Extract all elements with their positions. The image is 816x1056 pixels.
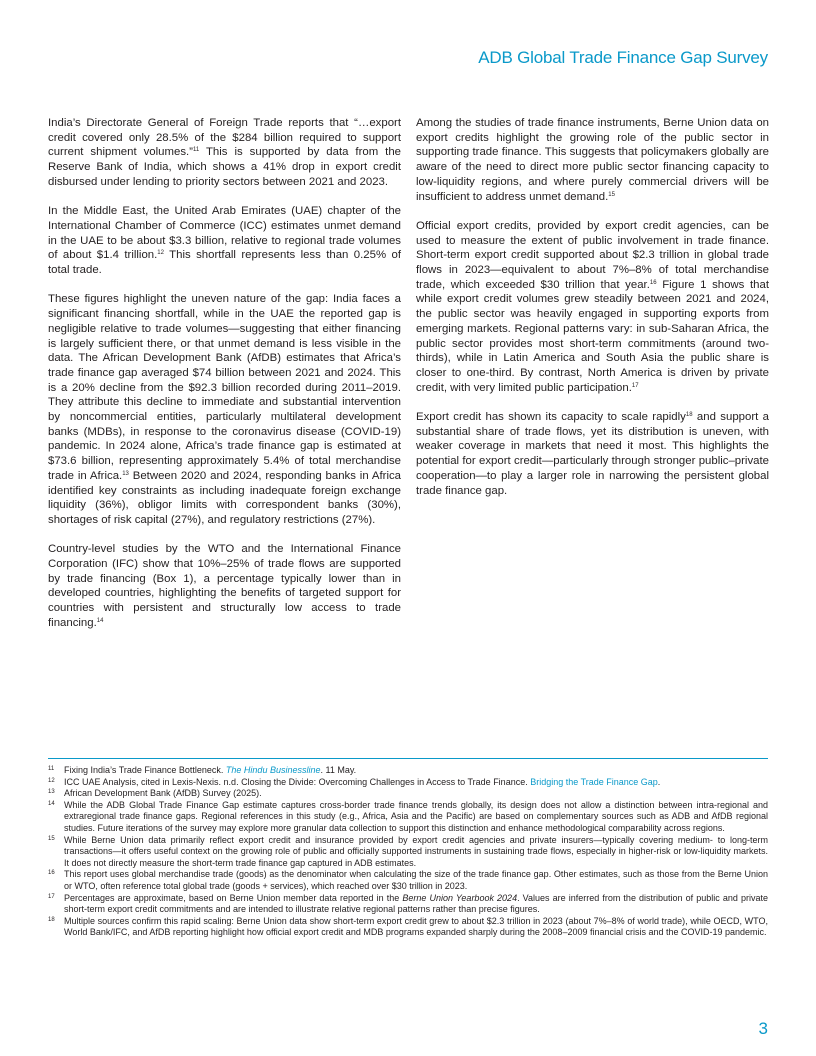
footnote-16: 16 This report uses global merchandise trade (goods) as the denominator when calculating the size of the trade finance gap. Other estimates, such as those from the Berne Union or WTO, often reference total global trade (goods + services), which reached over $30 trillion in 2023. — [48, 869, 768, 891]
footnote-15: 15 While Berne Union data primarily reflect export credit and insurance provided by export credit agencies and private insurers—typically covering medium- to long-term transactions—it offers useful context on the growing role of public and officially supported instruments in sustaining trade flows, especially in higher-risk or low-liquidity markets. It does not directly measure the short-term trade finance gap captured in ADB estimates. — [48, 834, 768, 868]
footnote-ref-17[interactable]: 17 — [631, 382, 639, 389]
footnote-13: 13 African Development Bank (AfDB) Survey (2025). — [48, 788, 262, 799]
page-number: 3 — [758, 1019, 768, 1038]
right-column — [416, 116, 769, 513]
paragraph-country-studies: Country-level studies by the WTO and the International Finance Corporation (IFC) show that 10%–25% of trade flows are supported by trade financing (Box 1), a percentage typically lower than in developed countries, highlighting the benefits of targeted support for countries with persistent and structurally low access to trade financing.$^{14}$ — [48, 543, 401, 629]
footnote-11: 11 Fixing India’s Trade Finance Bottleneck. The Hindu Businessline. 11 May. — [48, 765, 357, 775]
footnote-ref-18[interactable]: 18 — [685, 412, 693, 419]
running-header: ADB Global Trade Finance Gap Survey — [478, 48, 768, 67]
footnote-ref-12[interactable]: 12 — [157, 250, 164, 257]
hindu-businessline-link[interactable]: The Hindu Businessline — [225, 765, 321, 775]
paragraph-africa: These figures highlight the uneven nature of the gap: India faces a significant financing shortfall, while in the UAE the reported gap is negligible relative to trade volumes—suggesting that either financing is largely sufficient there, or that unmet demand is less visible in the data. The African Development Bank (AfDB) estimates that Africa’s trade finance gap averaged $74 billion between 2021 and 2024. This is a 20% decline from the $92.3 billion recorded during 2011–2019. They attribute this decline to immediate and substantial intervention by noncommercial entities, particularly multilateral development banks (MDBs), in response to the coronavirus disease (COVID-19) pandemic. In 2024 alone, Africa’s trade finance gap is estimated at $73.6 billion, representing approximately 5.4% of total merchandise trade in Africa.$^{13}$ Between 2020 and 2024, responding banks in Africa identified key constraints as including inadequate foreign exchange liquidity (36%), obligor limits with correspondent banks (30%), shortages of risk capital (27%), and regulatory restrictions (27%). — [48, 293, 402, 526]
paragraph-official-export-credits: Official export credits, provided by export credit agencies, can be used to measure the extent of public involvement in trade finance. Short-term export credit supported about $2.3 trillion in global trade flows in 2023—equivalent to about 7%–8% of total merchandise trade, which exceeded $30 trillion that year.$^{16}$ Figure 1 shows that while export credit volumes grew steadily between 2021 and 2024, the public sector was heavily engaged in supporting exports from emerging markets. Regional patterns vary: in sub-Saharan Africa, the public sector provides most short-term commitments (around two-thirds), while in Latin America and South Asia the public share is closer to one-third. By contrast, North America is driven by private credit, with very limited public participation.$^{17}$ — [416, 219, 769, 394]
paragraph-middle-east: In the Middle East, the United Arab Emirates (UAE) chapter of the International Chamber of Commerce (ICC) estimates unmet demand in the UAE to be about $3.3 billion, relative to regional trade volumes of about $1.4 trillion.$^{12}$ This shortfall represents less than 0.25% of total trade. — [48, 205, 401, 277]
left-column — [48, 116, 401, 645]
footnote-ref-16[interactable]: 16 — [649, 279, 657, 286]
footnote-12: 12 ICC UAE Analysis, cited in Lexis-Nexis. n.d. Closing the Divide: Overcoming Challenges in Access to Trade Finance. Bridging the Trade Finance Gap. — [48, 776, 661, 787]
footnote-18: 18 Multiple sources confirm this rapid scaling: Berne Union data show short-term export credit grew to about $2.3 trillion in 2023 (about 7%–8% of world trade), while OECD, WTO, World Bank/IFC, and AfDB reporting highlight how official export credit and MDB programs expanded sharply during the 2008–2009 financial crisis and the COVID-19 pandemic. — [48, 915, 768, 938]
footnotes — [48, 765, 768, 939]
bridging-gap-link[interactable]: Bridging the Trade Finance Gap — [530, 776, 658, 787]
paragraph-export-credit-scale: Export credit has shown its capacity to scale rapidly$^{18}$ and support a substantial share of trade flows, yet its distribution is uneven, with weaker coverage in markets that need it most. This highlights the potential for export credit—particularly through stronger public–private cooperation—to play a larger role in narrowing the persistent global trade finance gap. — [416, 411, 769, 497]
paragraph-india: India’s Directorate General of Foreign Trade reports that “…export credit covered only 28.5% of the $284 billion required to support current shipment volumes.”$^{11}$ This is supported by data from the Reserve Bank of India, which shows a 41% drop in export credit disbursed under lending to priority sectors between 2021 and 2023. — [48, 117, 402, 188]
footnote-ref-15[interactable]: 15 — [608, 191, 615, 198]
footnote-divider — [48, 758, 768, 759]
footnote-14: 14 While the ADB Global Trade Finance Gap estimate captures cross-border trade finance trends globally, its design does not allow a distinction between intra-regional and extraregional trade finance gaps. Regional references in this study (e.g., Africa, Asia and the Pacific) are based on complementary sources such as ADB and AfDB regional studies. Future iterations of the survey may explore more granular data collection to support this distinction and enhance methodological comparability across regions. — [48, 799, 768, 833]
footnote-17: 17 Percentages are approximate, based on Berne Union member data reported in the Berne Union Yearbook 2024. Values are inferred from the distribution of public and private short-term export credit commitments and are intended to illustrate relative regional patterns rather than precise figures. — [48, 892, 769, 915]
paragraph-berne-union: Among the studies of trade finance instruments, Berne Union data on export credits highlight the growing role of the public sector in supporting trade finance. This suggests that policymakers globally are aware of the need to direct more public sector financing capacity to low-liquidity regions, and where purely commercial drivers will be insufficient to address unmet demand.$^{15}$ — [416, 117, 769, 203]
footnote-ref-14[interactable]: 14 — [96, 617, 104, 624]
footnote-ref-13[interactable]: 13 — [122, 470, 129, 477]
footnote-ref-11[interactable]: 11 — [192, 147, 200, 154]
